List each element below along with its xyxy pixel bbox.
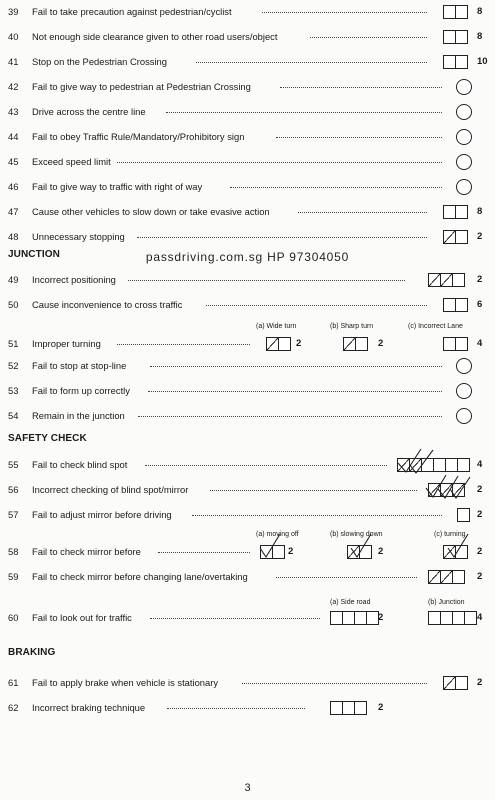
immediate-fail-circle[interactable]: [456, 79, 472, 95]
tally-box-incorrect-lane[interactable]: [443, 337, 468, 351]
item-row: [0, 675, 495, 691]
item-row: [0, 54, 495, 70]
tally-box[interactable]: [443, 55, 468, 69]
item-row: [0, 29, 495, 45]
immediate-fail-circle[interactable]: [456, 358, 472, 374]
item-row: [0, 129, 495, 145]
sub-label-junction: (b) Junction: [428, 599, 465, 606]
pen-tick-icon: [424, 472, 474, 500]
item-number: 59: [8, 571, 19, 582]
watermark-text: passdriving.com.sg HP 97304050: [145, 250, 350, 264]
item-number: 41: [8, 56, 19, 67]
immediate-fail-circle[interactable]: [456, 383, 472, 399]
item-text: Fail to apply brake when vehicle is stationary: [32, 677, 219, 688]
item-number: 40: [8, 31, 19, 42]
tally-box[interactable]: [443, 230, 468, 244]
item-row: [0, 272, 495, 288]
page-number: 3: [244, 782, 251, 794]
item-number: 51: [8, 338, 19, 349]
item-number: 39: [8, 6, 19, 17]
tally-box[interactable]: [443, 205, 468, 219]
item-text: Fail to check mirror before: [32, 546, 141, 557]
item-points: 8: [477, 6, 483, 17]
item-number: 44: [8, 131, 19, 142]
item-points: 2: [477, 274, 483, 285]
item-points: 6: [477, 299, 483, 310]
sub-label-slowing-down: (b) slowing down: [330, 531, 383, 538]
item-text: Improper turning: [32, 338, 101, 349]
item-number: 53: [8, 385, 19, 396]
tally-box[interactable]: [443, 30, 468, 44]
item-number: 49: [8, 274, 19, 285]
item-text: Not enough side clearance given to other road users/object: [32, 31, 278, 42]
tally-box-side-road[interactable]: [330, 611, 379, 625]
item-points: 2: [477, 546, 483, 557]
section-heading-braking: BRAKING: [8, 647, 56, 658]
item-text: Unnecessary stopping: [32, 231, 125, 242]
item-number: 50: [8, 299, 19, 310]
item-text: Exceed speed limit: [32, 156, 111, 167]
item-text: Fail to check blind spot: [32, 459, 128, 470]
pen-tick-icon: [349, 532, 375, 560]
tally-box[interactable]: [457, 508, 470, 522]
item-row: [0, 544, 495, 560]
item-number: 48: [8, 231, 19, 242]
item-text: Fail to obey Traffic Rule/Mandatory/Prohibitory sign: [32, 131, 245, 142]
item-row: [0, 4, 495, 20]
section-heading-junction: JUNCTION: [8, 249, 60, 260]
sub-label-moving-off: (a) moving off: [256, 531, 299, 538]
pen-tick-icon: [396, 447, 436, 475]
item-row: [0, 358, 495, 374]
item-row: [0, 79, 495, 95]
tally-box-junction[interactable]: [428, 611, 477, 625]
tally-box[interactable]: [428, 570, 465, 584]
item-row: [0, 482, 495, 498]
item-row: [0, 457, 495, 473]
pen-tick-icon: [258, 532, 284, 560]
item-text: Cause inconvenience to cross traffic: [32, 299, 183, 310]
item-points: 2: [477, 677, 483, 688]
item-text: Fail to take precaution against pedestrian/cyclist: [32, 6, 232, 17]
item-number: 54: [8, 410, 19, 421]
item-number: 56: [8, 484, 19, 495]
item-points: 2: [378, 702, 384, 713]
item-points: 2: [477, 484, 483, 495]
tally-box[interactable]: [443, 5, 468, 19]
item-text: Fail to check mirror before changing lane/overtaking: [32, 571, 248, 582]
immediate-fail-circle[interactable]: [456, 408, 472, 424]
item-number: 47: [8, 206, 19, 217]
item-text: Drive across the centre line: [32, 106, 146, 117]
item-number: 58: [8, 546, 19, 557]
item-row: [0, 610, 495, 626]
item-text: Incorrect braking technique: [32, 702, 146, 713]
sub-points-wide-turn: 2: [296, 338, 302, 349]
item-number: 46: [8, 181, 19, 192]
immediate-fail-circle[interactable]: [456, 154, 472, 170]
item-points: 8: [477, 31, 483, 42]
item-text: Remain in the junction: [32, 410, 125, 421]
tally-box[interactable]: [428, 273, 465, 287]
tally-box-wide-turn[interactable]: [266, 337, 291, 351]
item-row: [0, 154, 495, 170]
immediate-fail-circle[interactable]: [456, 179, 472, 195]
item-number: 60: [8, 612, 19, 623]
tally-box[interactable]: [443, 676, 468, 690]
item-number: 55: [8, 459, 19, 470]
sub-points-side-road: 2: [378, 612, 384, 623]
item-row: [0, 408, 495, 424]
item-text: Fail to give way to traffic with right of way: [32, 181, 203, 192]
item-text: Fail to adjust mirror before driving: [32, 509, 172, 520]
tally-box-sharp-turn[interactable]: [343, 337, 368, 351]
sub-points-sharp-turn: 2: [378, 338, 384, 349]
tally-box[interactable]: [330, 701, 367, 715]
item-row: [0, 179, 495, 195]
item-points: 4: [477, 612, 483, 623]
item-text: Stop on the Pedestrian Crossing: [32, 56, 167, 67]
item-text: Incorrect checking of blind spot/mirror: [32, 484, 189, 495]
sub-points-moving-off: 2: [288, 546, 294, 557]
sub-points-slowing-down: 2: [378, 546, 384, 557]
item-number: 42: [8, 81, 19, 92]
sub-label-sharp-turn: (b) Sharp turn: [330, 323, 374, 330]
item-row: [0, 204, 495, 220]
item-points: 2: [477, 571, 483, 582]
item-points: 4: [477, 338, 483, 349]
sub-label-wide-turn: (a) Wide turn: [256, 323, 297, 330]
item-row: [0, 229, 495, 245]
item-number: 52: [8, 360, 19, 371]
pen-tick-icon: [446, 532, 472, 560]
item-text: Fail to form up correctly: [32, 385, 130, 396]
item-row: [0, 383, 495, 399]
item-text: Fail to give way to pedestrian at Pedestrian Crossing: [32, 81, 251, 92]
tally-box[interactable]: [443, 298, 468, 312]
sub-label-turning: (c) turning: [434, 531, 466, 538]
item-number: 43: [8, 106, 19, 117]
section-heading-safety-check: SAFETY CHECK: [8, 433, 87, 444]
item-points: 4: [477, 459, 483, 470]
item-text: Incorrect positioning: [32, 274, 116, 285]
item-row: [0, 700, 495, 716]
item-number: 57: [8, 509, 19, 520]
sub-label-side-road: (a) Side road: [330, 599, 371, 606]
item-number: 62: [8, 702, 19, 713]
item-text: Fail to stop at stop-line: [32, 360, 127, 371]
item-text: Cause other vehicles to slow down or take evasive action: [32, 206, 270, 217]
item-points: 2: [477, 231, 483, 242]
item-row: [0, 569, 495, 585]
item-row: [0, 297, 495, 313]
immediate-fail-circle[interactable]: [456, 104, 472, 120]
item-row: [0, 104, 495, 120]
item-number: 61: [8, 677, 19, 688]
item-points: 2: [477, 509, 483, 520]
item-row: [0, 507, 495, 523]
item-points: 10: [477, 56, 488, 67]
sub-label-incorrect-lane: (c) Incorrect Lane: [408, 323, 463, 330]
item-points: 8: [477, 206, 483, 217]
immediate-fail-circle[interactable]: [456, 129, 472, 145]
item-row: [0, 336, 495, 352]
item-number: 45: [8, 156, 19, 167]
item-text: Fail to look out for traffic: [32, 612, 132, 623]
